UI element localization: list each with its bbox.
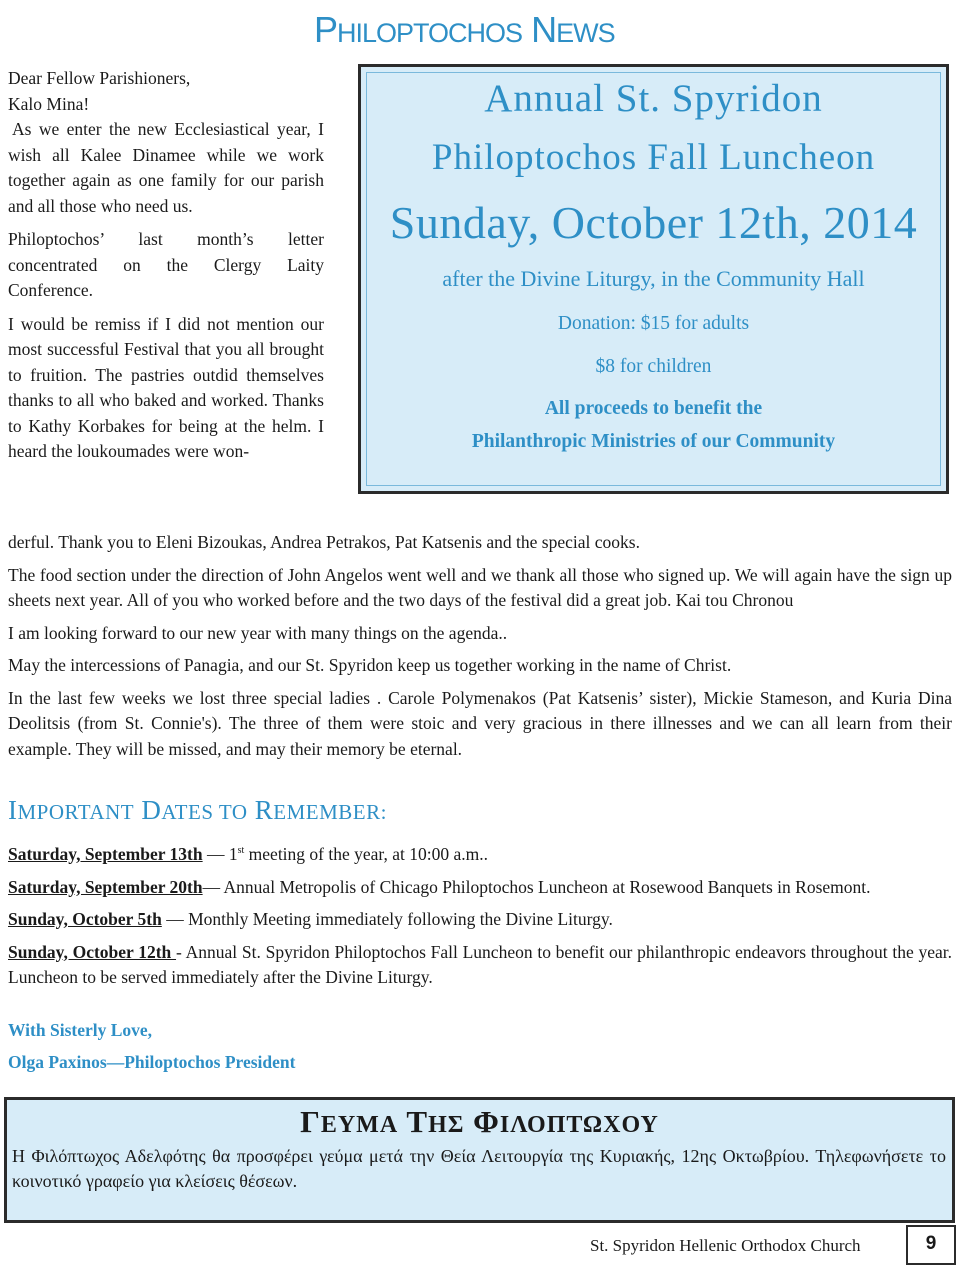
date-separator: - — [176, 941, 186, 962]
date-description: Monthly Meeting immediately following the Divine Liturgy. — [188, 909, 613, 929]
flyer-donation-children: $8 for children — [595, 356, 712, 377]
heading-word: EMEMBER: — [273, 800, 387, 824]
date-entry — [8, 940, 952, 991]
newsletter-masthead — [314, 10, 734, 50]
signature-name: Olga Paxinos—Philoptochos President — [8, 1052, 296, 1072]
letter-body-full-width — [8, 530, 952, 762]
title-initial: Γ — [300, 1104, 321, 1139]
flyer-title-line1: Annual St. Spyridon — [484, 77, 823, 120]
greek-announcement-title — [4, 1104, 955, 1140]
heading-word: ATES TO — [161, 800, 248, 824]
letter-paragraph: I would be remiss if I did not mention our most successful Festival that you all brought to fruition. The pastries outdid themselves thanks to all who baked and worked. Thanks to Kathy Korbakes for being at the helm. I heard the loukoumades were won- — [8, 313, 324, 461]
title-word: ΗΣ — [428, 1112, 465, 1138]
flyer-donation-adults: Donation: $15 for adults — [557, 313, 750, 334]
date-entry — [8, 842, 952, 868]
title-word: ΙΛΟΠΤΩΧΟΥ — [499, 1112, 659, 1138]
date-label: Saturday, September 13th — [8, 844, 203, 864]
letter-paragraph: In the last few weeks we lost three special ladies . Carole Polymenakos (Pat Katsenis’ sister), Mickie Stameson, and Kuria Dina Deolitsis (from St. Connie's). The three of them were stoic and very gracious in there illnesses and we can all learn from their example. They will be missed, and may their memory be eternal. — [8, 687, 952, 759]
title-initial: Φ — [473, 1104, 500, 1139]
heading-word: MPORTANT — [17, 800, 135, 824]
masthead-word: HILOPTOCHOS — [337, 18, 523, 48]
important-dates-list — [8, 842, 952, 998]
title-word: ΕΥΜΑ — [320, 1112, 399, 1138]
masthead-initial: P — [314, 9, 338, 50]
flyer-proceeds-line2: Philanthropic Ministries of our Community — [471, 431, 836, 452]
letter-paragraph: The food section under the direction of John Angelos went well and we thank all those who signed up. We will again have the sign up sheets next year. All of you who worked before and the two days of the festival did a great job. Kai tou Chronou — [8, 564, 952, 610]
masthead-initial: N — [531, 9, 557, 50]
greek-announcement-body: Η Φιλόπτωχος Αδελφότης θα προσφέρει γεύμα μετά την Θεία Λειτουργία της Κυριακής, 12ης Οκτωβρίου. Τηλεφωνήσετε το κοινοτικό γραφείο για κλείσεις θέσεων. — [12, 1146, 946, 1191]
date-entry — [8, 907, 952, 933]
date-label: Sunday, October 5th — [8, 909, 162, 929]
heading-initial: R — [254, 795, 274, 825]
signature-closing: With Sisterly Love, — [8, 1020, 153, 1040]
flyer-proceeds-line1: All proceeds to benefit the — [544, 398, 763, 419]
letter-left-column — [8, 66, 324, 465]
flyer-location: after the Divine Liturgy, in the Community Hall — [442, 266, 865, 291]
date-separator: — — [202, 876, 224, 897]
footer-church-name: St. Spyridon Hellenic Orthodox Church — [590, 1236, 861, 1255]
flyer-date: Sunday, October 12th, 2014 — [389, 197, 918, 248]
title-initial: Τ — [406, 1104, 429, 1139]
letter-greeting: Dear Fellow Parishioners, — [8, 68, 191, 88]
date-description: meeting of the year, at 10:00 a.m.. — [244, 844, 489, 864]
heading-initial: D — [141, 795, 162, 825]
masthead-word: EWS — [556, 18, 615, 48]
flyer-title-line2: Philoptochos Fall Luncheon — [431, 137, 876, 178]
date-description: Annual Metropolis of Chicago Philoptochos Luncheon at Rosewood Banquets in Rosemont. — [223, 876, 871, 897]
date-label: Sunday, October 12th — [8, 941, 177, 962]
letter-paragraph: May the intercessions of Panagia, and our St. Spyridon keep us together working in the name of Christ. — [8, 655, 732, 675]
heading-initial: I — [8, 795, 18, 825]
letter-paragraph: I am looking forward to our new year with many things on the agenda.. — [8, 622, 508, 643]
letter-paragraph: Philoptochos’ last month’s letter concentrated on the Clergy Laity Conference. — [8, 229, 324, 300]
date-label: Saturday, September 20th — [8, 876, 203, 897]
important-dates-heading — [8, 795, 387, 826]
date-separator: — 1 — [202, 844, 238, 864]
letter-paragraph: derful. Thank you to Eleni Bizoukas, Andrea Petrakos, Pat Katsenis and the special cooks. — [8, 532, 640, 552]
page-number: 9 — [906, 1225, 956, 1265]
date-entry — [8, 875, 952, 901]
letter-salutation: Kalo Mina! — [8, 93, 90, 114]
date-description: Annual St. Spyridon Philoptochos Fall Luncheon to benefit our philanthropic endeavors throughout the year. Luncheon to be served immediately after the Divine Liturgy. — [8, 941, 952, 987]
date-separator: — — [161, 909, 189, 929]
letter-paragraph: As we enter the new Ecclesiastical year, I wish all Kalee Dinamee while we work together again as one family for our parish and all those who need us. — [8, 119, 324, 216]
ordinal-suffix: st — [237, 845, 245, 857]
